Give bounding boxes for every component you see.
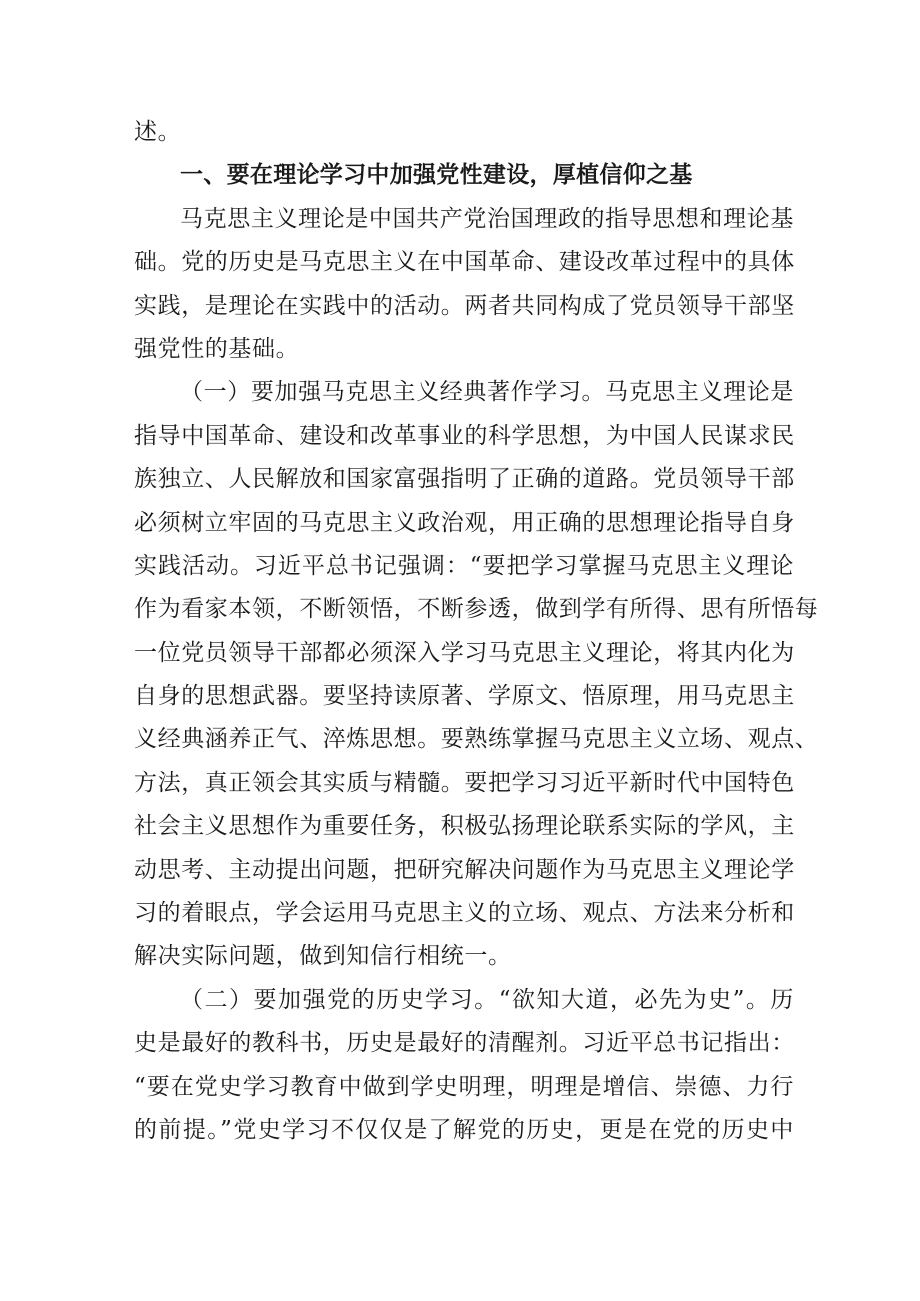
text-line: 一位党员领导干部都必须深入学习马克思主义理论，将其内化为 (134, 639, 795, 666)
text-line: 础。党的历史是马克思主义在中国革命、建设改革过程中的具体 (134, 249, 795, 276)
text-line: 义经典涵养正气、淬炼思想。要熟练掌握马克思主义立场、观点、 (134, 726, 819, 753)
text-line: 马克思主义理论是中国共产党治国理政的指导思想和理论基 (180, 205, 794, 232)
text-line: 述。 (134, 119, 182, 145)
document-body (134, 111, 819, 1152)
text-line: 必须树立牢固的马克思主义政治观，用正确的思想理论指导自身 (134, 509, 795, 536)
text-line: “要在党史学习教育中做到学史明理，明理是增信、崇德、力行 (134, 1073, 794, 1100)
text-line: 指导中国革命、建设和改革事业的科学思想，为中国人民谋求民 (134, 422, 795, 449)
text-line: 的前提。”党史学习不仅仅是了解党的历史，更是在党的历史中 (134, 1116, 794, 1143)
text-line: 实践活动。习近平总书记强调：“要把学习掌握马克思主义理论 (134, 552, 794, 579)
text-line: 方法，真正领会其实质与精髓。要把学习习近平新时代中国特色 (134, 769, 795, 796)
text-line: 社会主义思想作为重要任务，积极弘扬理论联系实际的学风，主 (134, 813, 795, 840)
text-line: 强党性的基础。 (134, 335, 300, 362)
section-heading: 一、要在理论学习中加强党性建设，厚植信仰之基 (180, 162, 693, 189)
text-line: 实践，是理论在实践中的活动。两者共同构成了党员领导干部坚 (134, 292, 795, 319)
subsection-line: （一）要加强马克思主义经典著作学习。马克思主义理论是 (180, 379, 794, 406)
text-line: 自身的思想武器。要坚持读原著、学原文、悟原理，用马克思主 (134, 683, 795, 710)
text-line: 习的着眼点，学会运用马克思主义的立场、观点、方法来分析和 (134, 900, 795, 927)
text-line: 史是最好的教科书，历史是最好的清醒剂。习近平总书记指出： (134, 1030, 795, 1057)
text-line: 动思考、主动提出问题，把研究解决问题作为马克思主义理论学 (134, 856, 795, 883)
subsection-line: （二）要加强党的历史学习。“欲知大道，必先为史”。历 (180, 986, 794, 1013)
text-line: 族独立、人民解放和国家富强指明了正确的道路。党员领导干部 (134, 466, 795, 493)
text-line: 作为看家本领，不断领悟，不断参透，做到学有所得、思有所悟每 (134, 596, 819, 623)
text-line: 解决实际问题，做到知信行相统一。 (134, 943, 512, 970)
